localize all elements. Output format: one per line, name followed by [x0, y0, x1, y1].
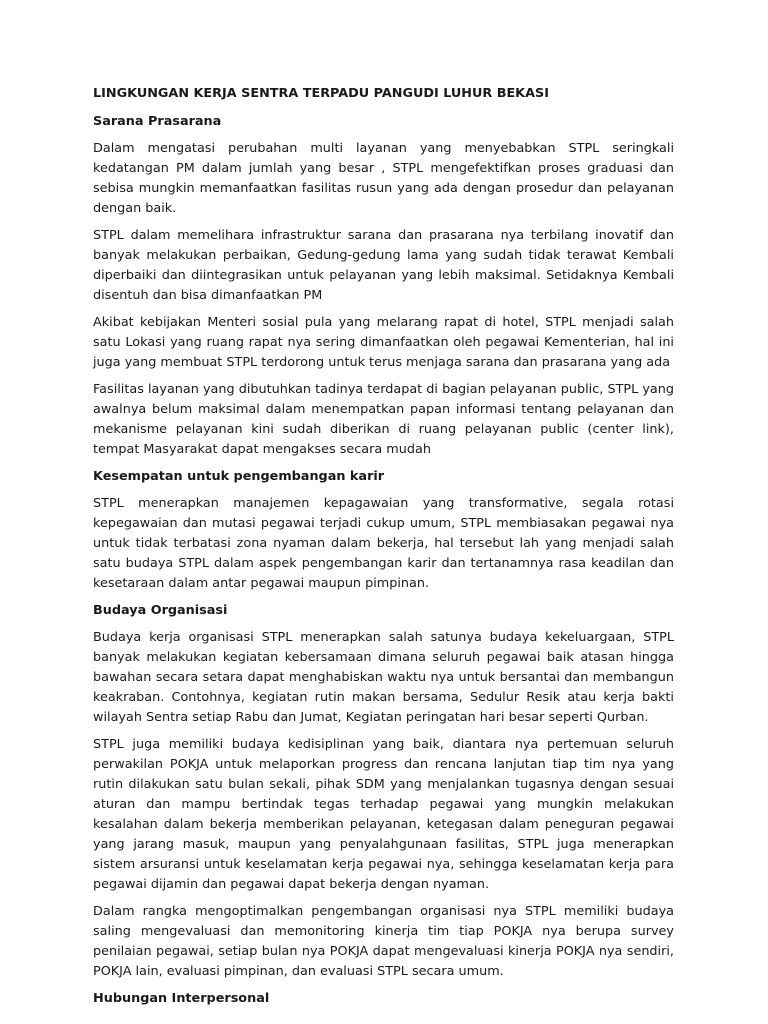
paragraph: STPL juga memiliki budaya kedisiplinan yang baik, diantara nya pertemuan seluruh perwakilan POKJA untuk melaporkan progress dan rencana lanjutan tiap tim nya yang rutin dilakukan satu bulan sekali, pihak SDM yang menjalankan tugasnya dengan sesuai aturan dan mampu bertindak tegas terhadap pegawai yang mungkin melakukan kesalahan dalam bekerja memberikan pelayanan, ketegasan dalam peneguran pegawai yang jarang masuk, maupun yang penyalahgunaan fasilitas, STPL juga menerapkan sistem arsuransi untuk keselamatan kerja pegawai nya, sehingga keselamatan kerja para pegawai dijamin dan pegawai dapat bekerja dengan nyaman.: [93, 737, 674, 892]
paragraph: STPL dalam memelihara infrastruktur sarana dan prasarana nya terbilang inovatif dan banyak melakukan perbaikan, Gedung-gedung lama yang sudah tidak terawat Kembali diperbaiki dan diintegrasikan untuk pelayanan yang lebih maksimal. Setidaknya Kembali disentuh dan bisa dimanfaatkan PM: [93, 228, 674, 303]
paragraph: Dalam mengatasi perubahan multi layanan yang menyebabkan STPL seringkali kedatangan PM dalam jumlah yang besar , STPL mengefektifkan proses graduasi dan sebisa mungkin memanfaatkan fasilitas rusun yang ada dengan prosedur dan pelayanan dengan baik.: [93, 141, 674, 216]
document-title: LINGKUNGAN KERJA SENTRA TERPADU PANGUDI LUHUR BEKASI: [93, 86, 549, 101]
section-heading-kesempatan-karir: Kesempatan untuk pengembangan karir: [93, 469, 385, 484]
paragraph: Dalam rangka mengoptimalkan pengembangan organisasi nya STPL memiliki budaya saling mengevaluasi dan memonitoring kinerja tim tiap POKJA nya berupa survey penilaian pegawai, setiap bulan nya POKJA dapat mengevaluasi kinerja POKJA nya sendiri, POKJA lain, evaluasi pimpinan, dan evaluasi STPL secara umum.: [93, 904, 674, 979]
document-page: [93, 84, 674, 1016]
section-heading-budaya-organisasi: Budaya Organisasi: [93, 603, 228, 618]
section-heading-sarana-prasarana: Sarana Prasarana: [93, 114, 222, 129]
paragraph: Fasilitas layanan yang dibutuhkan tadinya terdapat di bagian pelayanan public, STPL yang awalnya belum maksimal dalam menempatkan papan informasi tentang pelayanan dan mekanisme pelayanan kini sudah diberikan di ruang pelayanan public (center link), tempat Masyarakat dapat mengakses secara mudah: [93, 382, 674, 457]
paragraph: Budaya kerja organisasi STPL menerapkan salah satunya budaya kekeluargaan, STPL banyak melakukan kegiatan kebersamaan dimana seluruh pegawai baik atasan hingga bawahan secara setara dapat menghabiskan waktu nya untuk bersantai dan membangun keakraban. Contohnya, kegiatan rutin makan bersama, Sedulur Resik atau kerja bakti wilayah Sentra setiap Rabu dan Jumat, Kegiatan peringatan hari besar seperti Qurban.: [93, 630, 674, 725]
paragraph: Akibat kebijakan Menteri sosial pula yang melarang rapat di hotel, STPL menjadi salah satu Lokasi yang ruang rapat nya sering dimanfaatkan oleh pegawai Kementerian, hal ini juga yang membuat STPL terdorong untuk terus menjaga sarana dan prasarana yang ada: [93, 315, 674, 370]
paragraph: STPL menerapkan manajemen kepagawaian yang transformative, segala rotasi kepegawaian dan mutasi pegawai terjadi cukup umum, STPL membiasakan pegawai nya untuk tidak terbatasi zona nyaman dalam bekerja, hal tersebut lah yang menjadi salah satu budaya STPL dalam aspek pengembangan karir dan tertanamnya rasa keadilan dan kesetaraan dalam antar pegawai maupun pimpinan.: [93, 496, 674, 591]
section-heading-hubungan-interpersonal: Hubungan Interpersonal: [93, 991, 270, 1006]
